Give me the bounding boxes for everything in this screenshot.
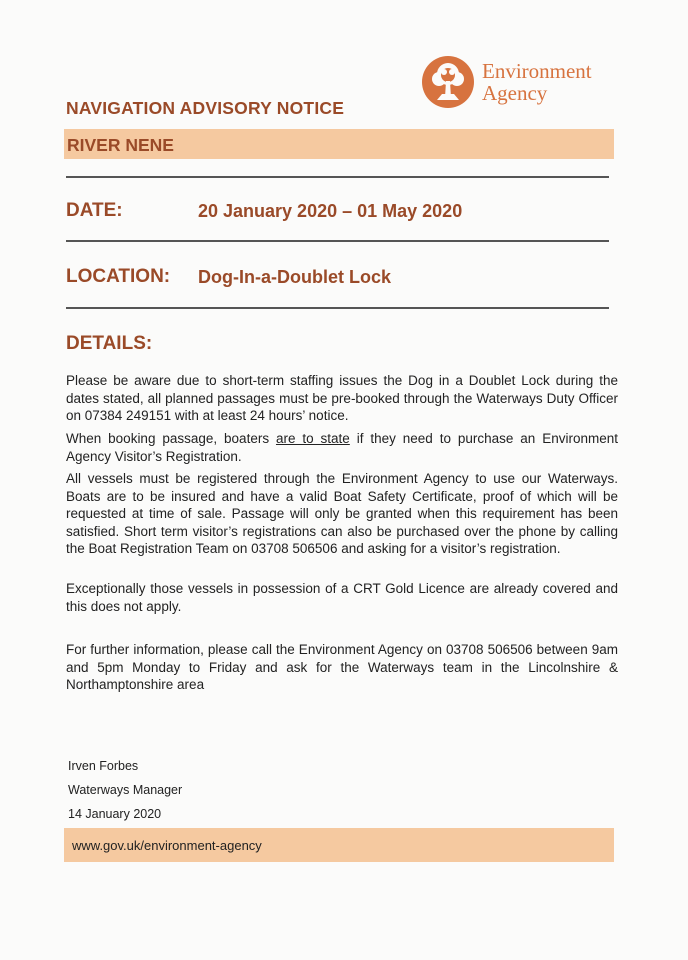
details-paragraph-exception: Exceptionally those vessels in possession of a CRT Gold Licence are already covered and this does not apply. bbox=[66, 581, 618, 614]
divider bbox=[66, 240, 609, 242]
river-banner bbox=[64, 129, 614, 159]
details-heading: DETAILS: bbox=[66, 333, 153, 354]
signatory-name: Irven Forbes bbox=[68, 759, 139, 773]
booking-text-underlined: are to state bbox=[275, 431, 350, 446]
details-paragraph-registration: All vessels must be registered through the Environment Agency to use our Waterways. Boats are to be insured and have a valid Boat Safety Certificate, proof of which will be requested at time of sale. Passage will only be granted when this requirement has been satisfied. Short term visitor’s registrations can also be purchased over the phone by calling the Boat Registration Team on 03708 506506 and asking for a visitor’s registration. bbox=[66, 471, 618, 556]
notice-title: NAVIGATION ADVISORY NOTICE bbox=[66, 98, 345, 118]
booking-text-end: if they need to purchase an Environment Agency Visitor’s Registration. bbox=[66, 431, 618, 464]
river-name: RIVER NENE bbox=[67, 135, 174, 155]
booking-text-start: When booking passage, boaters bbox=[66, 431, 276, 446]
logo-line-1: Environment bbox=[482, 59, 592, 83]
details-paragraph-staffing: Please be aware due to short-term staffing issues the Dog in a Doublet Lock during the dates stated, all planned passages must be pre-booked through the Waterways Duty Officer on 07384 249151 with at least 24 hours’ notice. bbox=[66, 373, 618, 423]
footer-url: www.gov.uk/environment-agency bbox=[72, 838, 262, 853]
environment-agency-logo bbox=[420, 54, 620, 112]
signatory-role: Waterways Manager bbox=[68, 783, 183, 797]
date-value: 20 January 2020 – 01 May 2020 bbox=[198, 201, 463, 221]
details-paragraph-booking bbox=[66, 430, 618, 465]
divider bbox=[66, 176, 609, 178]
date-label: DATE: bbox=[66, 200, 123, 221]
footer-banner bbox=[64, 828, 614, 862]
signature-date: 14 January 2020 bbox=[68, 807, 162, 821]
details-paragraph-contact: For further information, please call the Environment Agency on 03708 506506 between 9am and 5pm Monday to Friday and ask for the Waterways team in the Lincolnshire & Northamptonshire area bbox=[66, 642, 618, 692]
divider bbox=[66, 307, 609, 309]
logo-wordmark bbox=[482, 60, 592, 104]
environment-agency-tree-icon bbox=[420, 54, 476, 110]
location-label: LOCATION: bbox=[66, 266, 171, 287]
location-value: Dog-In-a-Doublet Lock bbox=[198, 267, 391, 287]
logo-line-2: Agency bbox=[482, 81, 548, 105]
